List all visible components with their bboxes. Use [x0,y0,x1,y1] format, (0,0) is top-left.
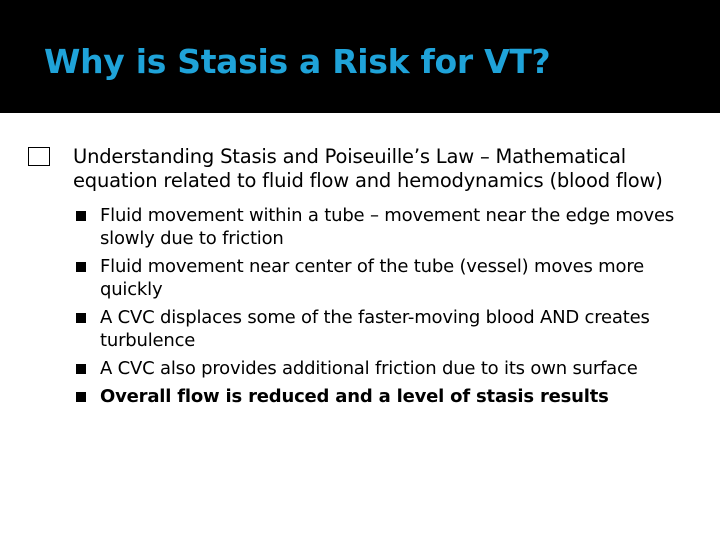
sub-bullet-text: A CVC also provides additional friction due to its own surface [100,358,638,379]
sub-bullet-item-conclusion [28,385,688,408]
sub-bullet-text: A CVC displaces some of the faster-moving blood AND creates turbulence [100,307,650,351]
title-band [0,0,720,113]
filled-square-bullet-icon [76,392,86,402]
main-bullet-text: Understanding Stasis and Poiseuille’s Law – Mathematical equation related to fluid flow and hemodynamics (blood flow) [73,145,663,192]
sub-bullet-item [28,204,688,250]
filled-square-bullet-icon [76,262,86,272]
filled-square-bullet-icon [76,364,86,374]
square-outline-bullet-icon [28,147,50,166]
slide-title: Why is Stasis a Risk for VT? [44,42,551,81]
sub-bullet-text: Fluid movement near center of the tube (vessel) moves more quickly [100,256,644,300]
main-bullet-point [28,145,688,193]
sub-bullet-item [28,306,688,352]
filled-square-bullet-icon [76,211,86,221]
filled-square-bullet-icon [76,313,86,323]
sub-bullet-text: Fluid movement within a tube – movement near the edge moves slowly due to friction [100,205,674,249]
sub-bullet-list [28,204,688,408]
sub-bullet-item [28,357,688,380]
sub-bullet-text: Overall flow is reduced and a level of stasis results [100,386,609,407]
sub-bullet-item [28,255,688,301]
slide-body [28,145,688,413]
